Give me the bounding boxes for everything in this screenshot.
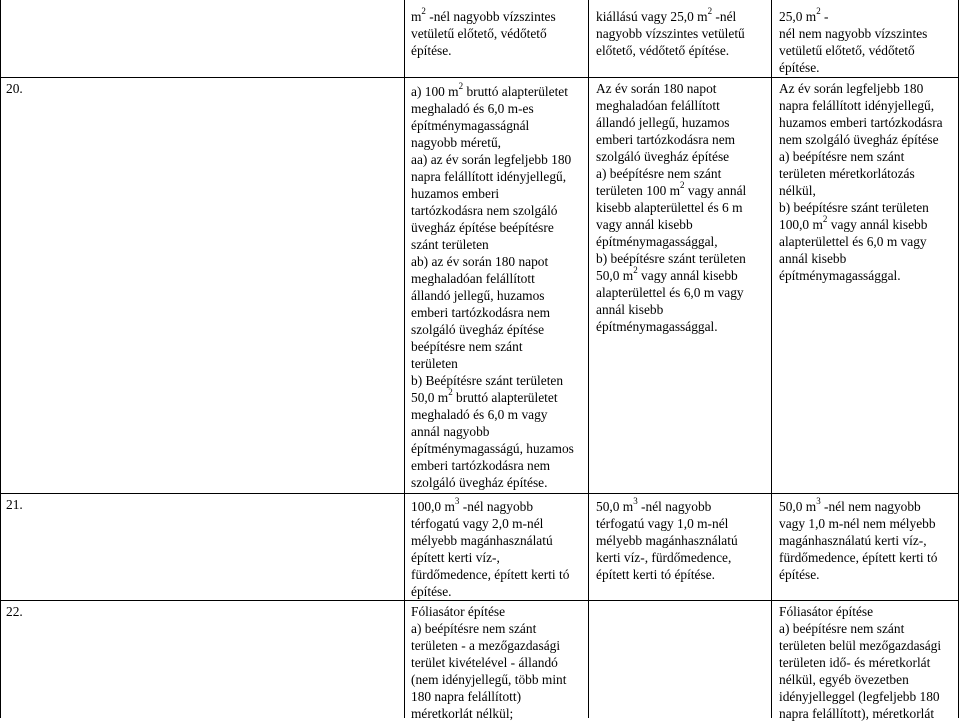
cell-line xyxy=(411,406,583,423)
cell-line xyxy=(411,671,583,688)
cell-line xyxy=(779,566,957,583)
cell-line xyxy=(411,532,583,549)
cell-line xyxy=(779,549,957,566)
cell-line xyxy=(596,5,774,25)
cell-text: építménymagassággal. xyxy=(596,319,718,334)
cell-text: Az év során legfeljebb 180 xyxy=(779,81,924,96)
cell-line xyxy=(779,25,957,42)
cell-line xyxy=(596,148,774,165)
table-border-left xyxy=(0,0,1,718)
row-number-22: 22. xyxy=(6,604,23,619)
cell-line xyxy=(411,654,583,671)
cell-line xyxy=(411,423,583,440)
cell-line xyxy=(411,304,583,321)
cell-line xyxy=(411,117,583,134)
exponent: 3 xyxy=(816,495,821,506)
cell-text: 180 napra felállított) xyxy=(411,689,522,704)
cell-text: mélyebb magánhasználatú xyxy=(596,533,738,548)
cell-line xyxy=(779,80,957,97)
cell-text: területen méretkorlátozás xyxy=(779,166,915,181)
cell-line xyxy=(411,355,583,372)
cell-line xyxy=(779,97,957,114)
cell-text: építése. xyxy=(411,43,452,58)
cell-line xyxy=(779,114,957,131)
cell-text: szolgáló üvegház építése. xyxy=(411,475,548,490)
cell-line xyxy=(596,532,774,549)
cell-line xyxy=(411,386,583,406)
cell-text: nél nem nagyobb vízszintes xyxy=(779,26,928,41)
cell-line xyxy=(596,42,774,59)
cell-line xyxy=(411,42,583,59)
cell-text: a) beépítésre nem szánt xyxy=(411,621,537,636)
cell-text: kisebb alapterülettel és 6 m xyxy=(596,200,743,215)
cell-text: fürdőmedence, épített kerti tó xyxy=(411,567,570,582)
cell-text: meghaladó és 6,0 m vagy xyxy=(411,407,548,422)
cell-text: m xyxy=(411,9,422,24)
row-22-col1 xyxy=(411,603,583,722)
cell-line xyxy=(596,25,774,42)
cell-text: szolgáló üvegház építése xyxy=(411,322,545,337)
cell-text: építése. xyxy=(411,584,452,599)
cell-text: Fóliasátor építése xyxy=(779,604,874,619)
cell-text: vetületű előtető, védőtető xyxy=(779,43,915,58)
cell-text: emberi tartózkodásra nem xyxy=(411,305,551,320)
cell-text: előtető, védőtető építése. xyxy=(596,43,730,58)
cell-text: meghaladóan felállított xyxy=(596,98,720,113)
cell-text: 100,0 m xyxy=(779,217,823,232)
exponent: 3 xyxy=(633,495,638,506)
cell-line xyxy=(779,59,957,76)
cell-line xyxy=(411,515,583,532)
cell-line xyxy=(411,25,583,42)
row-21-col1 xyxy=(411,495,583,600)
cell-line xyxy=(596,566,774,583)
cell-line xyxy=(411,185,583,202)
cell-line xyxy=(411,637,583,654)
cell-text: meghaladó és 6,0 m-es xyxy=(411,101,534,116)
row-22-col3 xyxy=(779,603,957,722)
cell-line xyxy=(779,495,957,515)
exponent: 2 xyxy=(448,386,453,397)
cell-line xyxy=(411,270,583,287)
cell-text: 50,0 m xyxy=(596,268,634,283)
cell-line xyxy=(411,457,583,474)
cell-line xyxy=(411,474,583,491)
column-divider-1 xyxy=(404,0,405,718)
cell-text: napra felállított), méretkorlát xyxy=(779,706,935,721)
cell-text: bruttó alapterületet xyxy=(463,84,568,99)
row-continuation-col2 xyxy=(596,5,774,59)
cell-text: (nem idényjellegű, több mint xyxy=(411,672,567,687)
cell-text: vagy annál kisebb xyxy=(596,217,693,232)
cell-text: alapterülettel és 6,0 m vagy xyxy=(596,285,744,300)
cell-line xyxy=(779,182,957,199)
row-divider-22 xyxy=(0,600,959,601)
cell-text: épített kerti víz-, xyxy=(411,550,500,565)
exponent: 2 xyxy=(421,5,426,16)
cell-text: napra felállított idényjellegű, xyxy=(779,98,935,113)
cell-text: Az év során 180 napot xyxy=(596,81,717,96)
cell-text: vetületű előtető, védőtető xyxy=(411,26,547,41)
cell-line xyxy=(596,301,774,318)
row-21-col3 xyxy=(779,495,957,583)
cell-line xyxy=(411,5,583,25)
cell-line xyxy=(411,287,583,304)
cell-text: fürdőmedence, épített kerti tó xyxy=(779,550,938,565)
cell-text: napra felállított idényjellegű, xyxy=(411,169,567,184)
exponent: 3 xyxy=(454,495,460,506)
cell-text: a) beépítésre nem szánt xyxy=(779,149,905,164)
cell-text: annál nagyobb xyxy=(411,424,490,439)
cell-line xyxy=(596,97,774,114)
cell-line xyxy=(596,165,774,182)
cell-line xyxy=(779,233,957,250)
cell-text: területen xyxy=(411,356,458,371)
cell-line xyxy=(411,202,583,219)
cell-line xyxy=(411,566,583,583)
cell-text: kerti víz-, fürdőmedence, xyxy=(596,550,732,565)
cell-text: területen - a mezőgazdasági xyxy=(411,638,561,653)
cell-line xyxy=(596,114,774,131)
cell-line xyxy=(411,495,583,515)
cell-line xyxy=(411,338,583,355)
cell-line xyxy=(411,603,583,620)
cell-line xyxy=(596,80,774,97)
cell-line xyxy=(596,318,774,335)
cell-line xyxy=(779,42,957,59)
cell-line xyxy=(779,688,957,705)
row-divider-20 xyxy=(0,77,959,78)
cell-text: b) beépítésre szánt területen xyxy=(779,200,929,215)
cell-text: -nél nem nagyobb xyxy=(820,499,921,514)
row-number-21: 21. xyxy=(6,497,23,512)
exponent: 2 xyxy=(680,179,685,190)
cell-text: a) beépítésre nem szánt xyxy=(596,166,722,181)
cell-text: beépítésre nem szánt xyxy=(411,339,523,354)
cell-text: építménymagassággal, xyxy=(596,234,718,249)
cell-line xyxy=(411,549,583,566)
cell-text: meghaladóan felállított xyxy=(411,271,535,286)
row-continuation-col3 xyxy=(779,5,957,76)
cell-text: magánhasználatú kerti víz-, xyxy=(779,533,927,548)
cell-text: nem szolgáló üvegház építése xyxy=(779,132,939,147)
cell-text: Fóliasátor építése xyxy=(411,604,506,619)
cell-text: szánt területen xyxy=(411,237,489,252)
cell-text: állandó jellegű, huzamos xyxy=(596,115,730,130)
cell-text: 100,0 m xyxy=(411,499,455,514)
cell-text: -nél xyxy=(712,9,737,24)
cell-text: aa) az év során legfeljebb 180 xyxy=(411,152,572,167)
cell-text: - xyxy=(820,9,829,24)
cell-line xyxy=(596,515,774,532)
cell-line xyxy=(779,250,957,267)
cell-text: állandó jellegű, huzamos xyxy=(411,288,545,303)
exponent: 2 xyxy=(633,264,638,275)
cell-text: építménymagasságnál xyxy=(411,118,530,133)
cell-text: mélyebb magánhasználatú xyxy=(411,533,553,548)
cell-text: -nél nagyobb xyxy=(637,499,712,514)
cell-line xyxy=(411,151,583,168)
cell-text: üvegház építése beépítésre xyxy=(411,220,554,235)
row-continuation-col1 xyxy=(411,5,583,59)
cell-line xyxy=(596,179,774,199)
cell-text: 25,0 m xyxy=(779,9,817,24)
cell-line xyxy=(411,705,583,722)
exponent: 2 xyxy=(707,5,713,16)
row-20-col1 xyxy=(411,80,583,491)
cell-text: annál kisebb xyxy=(596,302,664,317)
cell-line xyxy=(779,131,957,148)
cell-text: kiállású vagy 25,0 m xyxy=(596,9,708,24)
cell-line xyxy=(411,168,583,185)
cell-text: méretkorlát nélkül; xyxy=(411,706,514,721)
cell-text: térfogatú vagy 1,0 m-nél xyxy=(596,516,729,531)
cell-line xyxy=(411,253,583,270)
cell-text: alapterülettel és 6,0 m vagy xyxy=(779,234,927,249)
cell-text: nélkül, xyxy=(779,183,816,198)
cell-text: szolgáló üvegház építése xyxy=(596,149,730,164)
cell-line xyxy=(779,705,957,722)
cell-text: vagy annál kisebb xyxy=(827,217,928,232)
cell-text: annál kisebb xyxy=(779,251,847,266)
cell-text: bruttó alapterületet xyxy=(452,390,558,405)
exponent: 2 xyxy=(458,80,464,91)
cell-text: 50,0 m xyxy=(596,499,634,514)
cell-text: terület kivételével - állandó xyxy=(411,655,558,670)
row-divider-21 xyxy=(0,493,959,494)
cell-line xyxy=(411,219,583,236)
cell-line xyxy=(596,495,774,515)
cell-line xyxy=(779,620,957,637)
cell-line xyxy=(779,603,957,620)
cell-line xyxy=(779,637,957,654)
cell-text: -nél nagyobb xyxy=(459,499,534,514)
cell-line xyxy=(779,654,957,671)
cell-line xyxy=(779,532,957,549)
cell-line xyxy=(411,134,583,151)
cell-line xyxy=(411,688,583,705)
cell-text: b) beépítésre szánt területen xyxy=(596,251,746,266)
cell-text: a) beépítésre nem szánt xyxy=(779,621,905,636)
cell-text: emberi tartózkodásra nem xyxy=(411,458,551,473)
cell-text: emberi tartózkodásra nem xyxy=(596,132,736,147)
column-divider-2 xyxy=(588,0,589,718)
cell-text: tartózkodásra nem szolgáló xyxy=(411,203,558,218)
cell-line xyxy=(596,216,774,233)
cell-line xyxy=(779,213,957,233)
cell-text: épített kerti tó építése. xyxy=(596,567,715,582)
cell-line xyxy=(411,80,583,100)
cell-text: építménymagassággal. xyxy=(779,268,901,283)
row-20-col3 xyxy=(779,80,957,284)
cell-line xyxy=(779,165,957,182)
cell-line xyxy=(411,620,583,637)
cell-line xyxy=(596,250,774,267)
cell-line xyxy=(596,264,774,284)
cell-text: 50,0 m xyxy=(779,499,817,514)
cell-text: vagy 1,0 m-nél nem mélyebb xyxy=(779,516,936,531)
cell-line xyxy=(596,199,774,216)
cell-text: építése. xyxy=(779,60,820,75)
cell-text: építménymagasságú, huzamos xyxy=(411,441,574,456)
cell-text: területen belül mezőgazdasági xyxy=(779,638,942,653)
row-20-col2 xyxy=(596,80,774,335)
cell-line xyxy=(596,131,774,148)
cell-line xyxy=(779,515,957,532)
cell-text: 50,0 m xyxy=(411,390,449,405)
cell-line xyxy=(411,321,583,338)
cell-text: b) Beépítésre szánt területen xyxy=(411,373,564,388)
cell-line xyxy=(779,671,957,688)
table-border-right xyxy=(958,0,959,718)
cell-line xyxy=(596,233,774,250)
cell-text: nélkül, egyéb övezetben xyxy=(779,672,909,687)
exponent: 2 xyxy=(822,213,828,224)
cell-line xyxy=(411,372,583,389)
cell-line xyxy=(596,284,774,301)
cell-line xyxy=(596,549,774,566)
cell-text: idényjelleggel (legfeljebb 180 xyxy=(779,689,940,704)
cell-text: térfogatú vagy 2,0 m-nél xyxy=(411,516,544,531)
cell-text: területen idő- és méretkorlát xyxy=(779,655,931,670)
row-number-20: 20. xyxy=(6,81,23,96)
cell-line xyxy=(411,236,583,253)
cell-text: vagy annál xyxy=(684,183,747,198)
cell-text: nagyobb vízszintes vetületű xyxy=(596,26,745,41)
cell-text: területen 100 m xyxy=(596,183,681,198)
cell-line xyxy=(779,5,957,25)
cell-text: vagy annál kisebb xyxy=(637,268,738,283)
exponent: 2 xyxy=(816,5,821,16)
cell-text: huzamos emberi tartózkodásra xyxy=(779,115,943,130)
row-21-col2 xyxy=(596,495,774,583)
cell-text: nagyobb méretű, xyxy=(411,135,501,150)
cell-text: -nél nagyobb vízszintes xyxy=(425,9,556,24)
cell-text: építése. xyxy=(779,567,820,582)
cell-line xyxy=(779,267,957,284)
cell-line xyxy=(411,583,583,600)
cell-text: ab) az év során 180 napot xyxy=(411,254,549,269)
cell-text: huzamos emberi xyxy=(411,186,500,201)
cell-line xyxy=(779,199,957,216)
cell-line xyxy=(411,100,583,117)
cell-line xyxy=(779,148,957,165)
cell-line xyxy=(411,440,583,457)
cell-text: a) 100 m xyxy=(411,84,459,99)
